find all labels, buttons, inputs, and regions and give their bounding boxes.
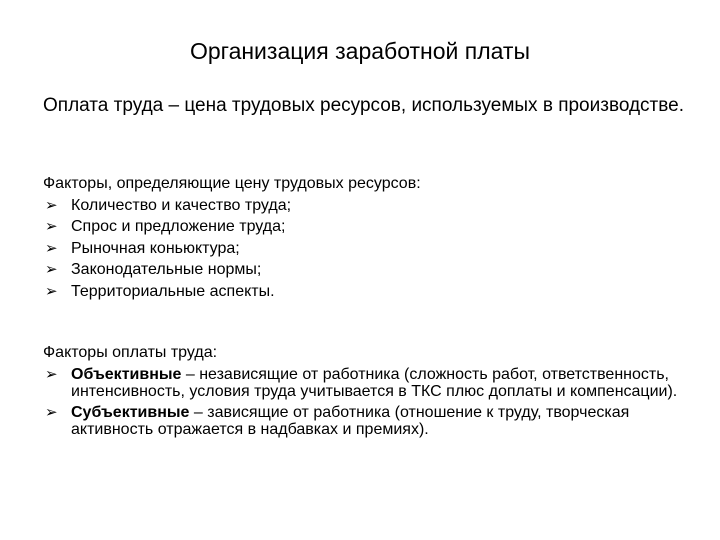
list-item (43, 404, 683, 438)
list-item-text: Спрос и предложение труда; (71, 218, 286, 235)
definition-text: Оплата труда – цена трудовых ресурсов, используемых в производстве. (43, 95, 684, 116)
pay-factors-list (43, 366, 683, 438)
arrow-bullet-icon: ➢ (45, 260, 58, 278)
objective-description: – независящие от работника (сложность работ, ответственность, интенсивность, условия труда учитывается в ТКС плюс доплаты и компенсации). (71, 365, 678, 400)
list-item (43, 281, 683, 303)
arrow-bullet-icon: ➢ (45, 364, 58, 383)
list-item (43, 366, 683, 400)
list-item (43, 216, 683, 238)
arrow-bullet-icon: ➢ (45, 402, 58, 421)
subjective-term: Субъективные (71, 403, 190, 421)
arrow-bullet-icon: ➢ (45, 195, 58, 214)
price-factors-block (43, 173, 683, 302)
pay-factors-heading: Факторы оплаты труда: (43, 344, 218, 361)
slide-title: Организация заработной платы (190, 38, 530, 64)
list-item (43, 238, 683, 260)
list-item (43, 259, 683, 281)
objective-term: Объективные (71, 365, 182, 383)
price-factors-list (43, 195, 683, 303)
list-item-text: Рыночная коньюктура; (71, 239, 240, 257)
arrow-bullet-icon: ➢ (45, 281, 58, 300)
list-item-text: Законодательные нормы; (71, 261, 262, 278)
price-factors-heading: Факторы, определяющие цену трудовых ресурсов: (43, 175, 421, 192)
list-item (43, 195, 683, 217)
pay-factors-block (43, 342, 683, 438)
list-item-text: Территориальные аспекты. (71, 282, 275, 300)
subjective-description: – зависящие от работника (отношение к труду, творческая активность отражается в надбавках и премиях). (71, 403, 630, 438)
list-item-text: Количество и качество труда; (71, 196, 292, 214)
arrow-bullet-icon: ➢ (45, 238, 58, 257)
arrow-bullet-icon: ➢ (45, 217, 58, 235)
